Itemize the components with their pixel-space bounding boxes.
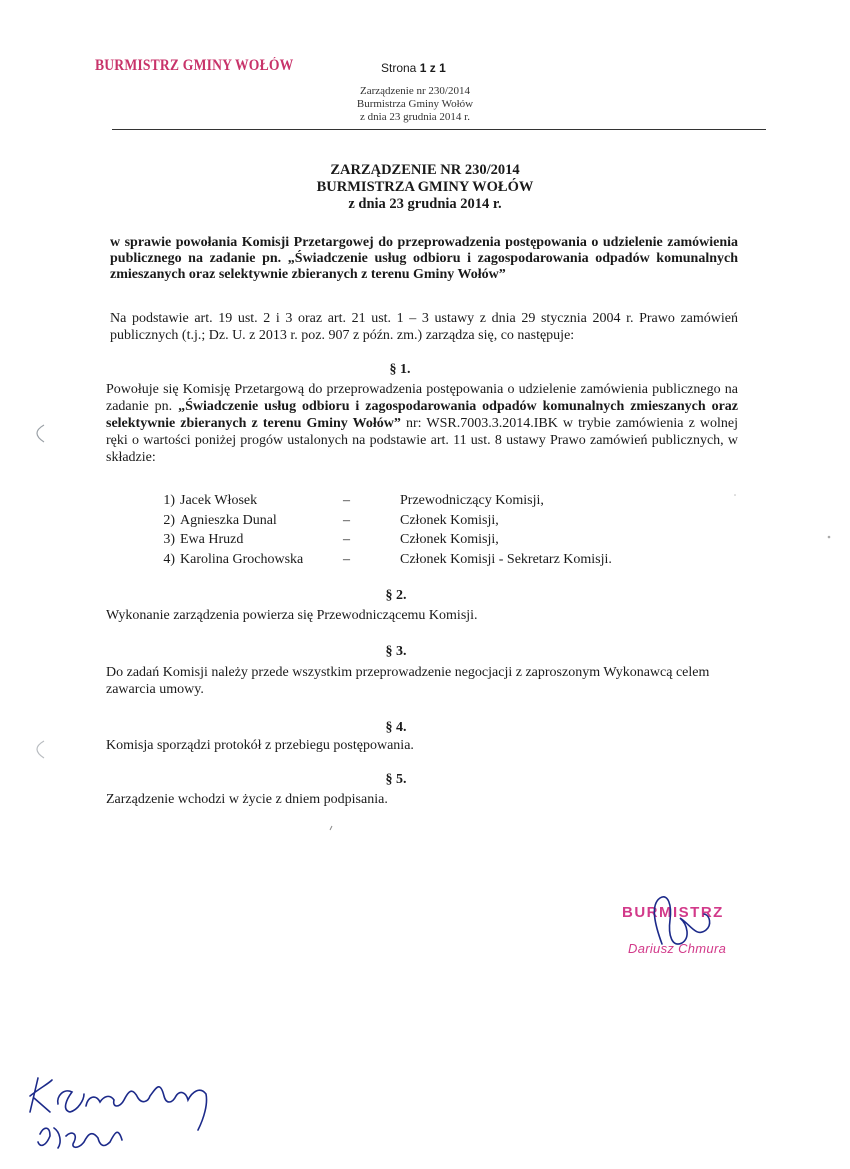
member-role: Członek Komisji - Sekretarz Komisji.: [400, 551, 612, 567]
page-label: Strona: [381, 61, 417, 75]
handwritten-note: [30, 1078, 207, 1148]
stamp-name: Dariusz Chmura: [628, 941, 727, 956]
title-line2: BURMISTRZA GMINY WOŁÓW: [316, 179, 534, 195]
scan-speck: [734, 494, 736, 496]
member-dash: –: [343, 532, 350, 547]
member-role: Członek Komisji,: [400, 512, 499, 528]
section-1-heading: § 1.: [389, 362, 411, 377]
member-name: Jacek Włosek: [180, 493, 258, 508]
member-number: 2): [163, 512, 175, 528]
section-2-heading: § 2.: [385, 588, 407, 603]
member-role: Przewodniczący Komisji,: [400, 493, 544, 508]
section-4-heading: § 4.: [385, 720, 407, 735]
punch-hole-mark: [37, 425, 44, 442]
header-ref-line2: Burmistrza Gminy Wołów: [356, 98, 474, 110]
member-number: 1): [163, 493, 175, 508]
section-1-text-a: Powołuje się Komisję Przetargową do przeprowadzenia postępowania o udzielenie zamówienia publicznego na zadanie pn.: [106, 382, 738, 414]
member-dash: –: [343, 512, 350, 528]
page-sep: z: [429, 61, 436, 75]
section-2-text: Wykonanie zarządzenia powierza się Przewodniczącemu Komisji.: [106, 608, 478, 623]
section-1-task-name: „Świadczenie usług odbioru i zagospodarowania odpadów komunalnych zmieszanych oraz selektywnie zbieranych z terenu Gminy Wołów”: [106, 399, 738, 431]
section-1-text-b: nr: WSR.7003.3.2014.IBK w trybie zamówienia z wolnej ręki o wartości poniżej progów ustalonych na podstawie art. 11 ust. 8 ustawy Prawo zamówień publicznych, w składzie:: [106, 416, 739, 465]
title-line3: z dnia 23 grudnia 2014 r.: [348, 196, 502, 212]
section-5-text: Zarządzenie wchodzi w życie z dniem podpisania.: [106, 792, 388, 807]
page-current: 1: [419, 61, 427, 75]
punch-hole-mark: [37, 741, 44, 758]
member-dash: –: [343, 551, 350, 567]
section-5-heading: § 5.: [385, 772, 407, 787]
member-name: Ewa Hruzd: [180, 532, 244, 547]
stamp-title: BURMISTRZ: [622, 904, 724, 921]
header-ref-line1: Zarządzenie nr 230/2014: [360, 85, 470, 97]
member-dash: –: [343, 493, 350, 508]
member-number: 3): [163, 532, 175, 547]
scan-speck: [330, 826, 332, 830]
member-name: Agnieszka Dunal: [180, 512, 277, 528]
member-role: Członek Komisji,: [400, 532, 499, 547]
section-3-heading: § 3.: [385, 644, 407, 659]
legal-basis: Na podstawie art. 19 ust. 2 i 3 oraz art. 21 ust. 1 – 3 ustawy z dnia 29 stycznia 2004 r. Prawo zamówień publicznych (t.j.; Dz. U. z 2013 r. poz. 907 z późn. zm.) zarządza się, co następuje:: [110, 311, 738, 343]
section-4-text: Komisja sporządzi protokół z przebiegu postępowania.: [106, 738, 414, 753]
member-number: 4): [163, 551, 175, 567]
mayor-signature: [654, 897, 709, 944]
title-line1: ZARZĄDZENIE NR 230/2014: [330, 162, 520, 178]
header-ref-line3: z dnia 23 grudnia 2014 r.: [360, 111, 470, 123]
scan-speck: [828, 536, 831, 539]
document-subject: w sprawie powołania Komisji Przetargowej do przeprowadzenia postępowania o udzielenie zamówienia publicznego na zadanie pn. „Świadczenie usług odbioru i zagospodarowania odpadów komunalnych zmieszanych oraz selektywnie zbieranych z terenu Gminy Wołów”: [110, 235, 738, 282]
page-total: 1: [439, 61, 446, 75]
header-authority: BURMISTRZ GMINY WOŁÓW: [95, 57, 294, 74]
member-name: Karolina Grochowska: [180, 551, 304, 567]
section-3-text: Do zadań Komisji należy przede wszystkim przeprowadzenie negocjacji z zaproszonym Wykonawcą celem zawarcia umowy.: [106, 665, 710, 697]
